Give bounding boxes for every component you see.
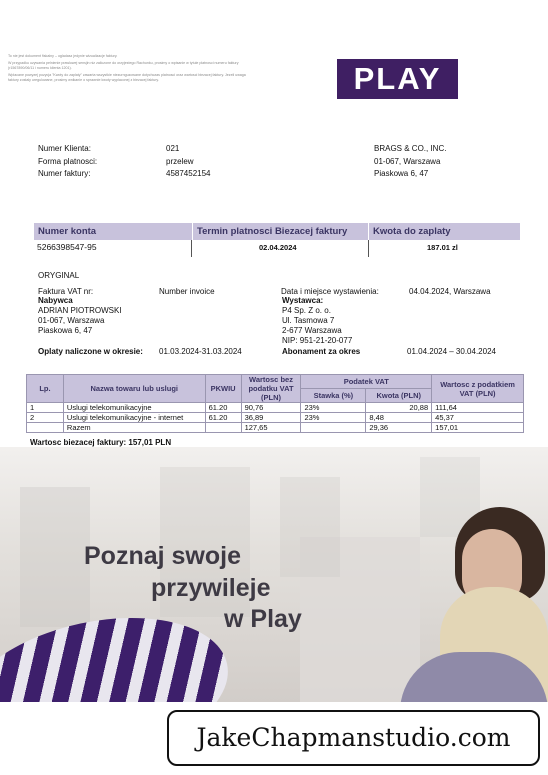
cell-net: 127,65: [241, 423, 301, 433]
buyer-city: 01-067, Warszawa: [38, 316, 105, 325]
seller-label: Wystawca:: [282, 296, 324, 305]
col-name: Nazwa towaru lub uslugi: [63, 375, 205, 403]
notice-line: Wplacane powyzej pozycja "Kwoty do zaplaty" zawarta wszystkie niezurnguzowane dotychczas platnosci oraz wartosci biezacej faktury. Jezeli uwaga faktury zostaly uregulowane, prosimy wnikanie o sprawnie kwoty wyplaconej z biezacej faktury.: [8, 73, 246, 82]
play-logo: PLAY: [337, 59, 458, 99]
cell-name: Uslugi telekomunikacyjne - internet: [63, 413, 205, 423]
cell-pkwiu: 61.20: [205, 413, 241, 423]
amount-due: 187.01 zl: [427, 243, 458, 252]
table-row: [27, 403, 524, 413]
seller-street: Ul. Tasmowa 7: [282, 316, 335, 325]
invoice-number-label: Numer faktury:: [38, 169, 91, 178]
cell-vat-amount: 20,88: [366, 403, 432, 413]
promo-line-1: Poznaj swoje: [84, 542, 241, 570]
promo-line-2: przywileje: [151, 574, 271, 602]
invoice-vat-label: Faktura VAT nr:: [38, 287, 94, 296]
notice-line: W przypadku uzywania pelnienie prawlowej sensjin niz zaliczone do orzyjestego Rachunku, prosimy o wpisanie w tytule platnosci numeru faktury (r1567890/06/11 i numeru klienta 1201).: [8, 61, 239, 70]
invoice-vat-value: Number invoice: [159, 287, 215, 296]
col-net: Wartosc bez podatku VAT (PLN): [241, 375, 301, 403]
divider: [191, 240, 192, 257]
original-label: ORYGINAL: [38, 271, 80, 280]
col-rate: Stawka (%): [301, 389, 366, 403]
cell-pkwiu: 61.20: [205, 403, 241, 413]
notice-line: To nie jest dokument fiskalny – ogladasz jedynie wizualizacje faktury.: [8, 54, 118, 58]
payment-method: przelew: [166, 157, 194, 166]
cell-lp: 1: [27, 403, 64, 413]
invoice-number: 4587452154: [166, 169, 211, 178]
cell-gross: 157,01: [432, 423, 524, 433]
footer-watermark: JakeChapmanstudio.com: [167, 710, 540, 766]
customer-number-label: Numer Klienta:: [38, 144, 91, 153]
charges-label: Oplaty naliczone w okresie:: [38, 347, 143, 356]
cell-vat-amount: 8,48: [366, 413, 432, 423]
due-date-header: Termin platnosci Biezacej faktury: [193, 223, 368, 240]
cell-rate: 23%: [301, 413, 366, 423]
cell-vat-amount: 29,36: [366, 423, 432, 433]
account-header: Numer konta: [34, 223, 192, 240]
col-vat-amount: Kwota (PLN): [366, 389, 432, 403]
account-number: 5266398547-95: [37, 242, 97, 252]
col-vat: Podatek VAT: [301, 375, 432, 389]
due-date: 02.04.2024: [259, 243, 297, 252]
address-street: Piaskowa 6, 47: [374, 169, 429, 178]
col-pkwiu: PKWIU: [205, 375, 241, 403]
divider: [368, 240, 369, 257]
amount-header: Kwota do zaplaty: [369, 223, 520, 240]
subscription-label: Abonament za okres: [282, 347, 361, 356]
charges-period: 01.03.2024-31.03.2024: [159, 347, 242, 356]
table-row: [27, 413, 524, 423]
customer-number: 021: [166, 144, 180, 153]
invoice-total: Wartosc biezacej faktury: 157,01 PLN: [30, 438, 172, 447]
notice-text: [8, 54, 253, 85]
address-company: BRAGS & CO., INC.: [374, 144, 447, 153]
cell-net: 36,89: [241, 413, 301, 423]
cell-net: 90,76: [241, 403, 301, 413]
seller-nip: NIP: 951-21-20-077: [282, 336, 353, 345]
items-table: [26, 374, 524, 433]
table-row-total: [27, 423, 524, 433]
cell-gross: 45,37: [432, 413, 524, 423]
buyer-street: Piaskowa 6, 47: [38, 326, 93, 335]
issue-label: Data i miejsce wystawienia:: [281, 287, 379, 296]
address-city: 01-067, Warszawa: [374, 157, 441, 166]
issue-value: 04.04.2024, Warszawa: [409, 287, 491, 296]
cell-lp: [27, 423, 64, 433]
promo-line-3: w Play: [224, 605, 302, 633]
buyer-name: ADRIAN PIOTROWSKI: [38, 306, 122, 315]
cell-lp: 2: [27, 413, 64, 423]
seller-name: P4 Sp. Z o. o.: [282, 306, 331, 315]
cell-gross: 111,64: [432, 403, 524, 413]
cell-pkwiu: [205, 423, 241, 433]
col-lp: Lp.: [27, 375, 64, 403]
payment-label: Forma platnosci:: [38, 157, 98, 166]
cell-name: Razem: [63, 423, 205, 433]
buyer-label: Nabywca: [38, 296, 73, 305]
promo-banner: [0, 447, 548, 702]
cell-name: Uslugi telekomunikacyjne: [63, 403, 205, 413]
cell-rate: 23%: [301, 403, 366, 413]
col-gross: Wartosc z podatkiem VAT (PLN): [432, 375, 524, 403]
subscription-period: 01.04.2024 – 30.04.2024: [407, 347, 496, 356]
seller-city: 2-677 Warszawa: [282, 326, 342, 335]
cell-rate: [301, 423, 366, 433]
